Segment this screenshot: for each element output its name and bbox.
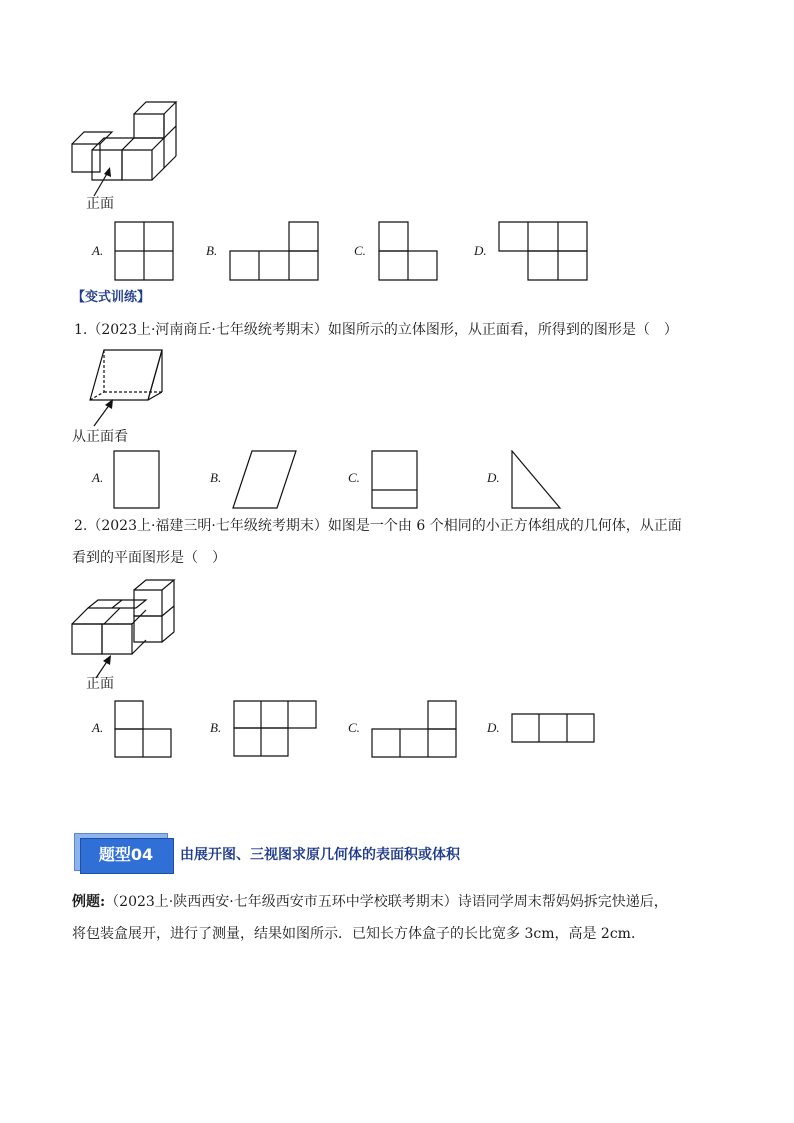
front-label-q0: 正面 <box>86 196 114 212</box>
example-line1 <box>72 892 668 912</box>
option-c-figure-q0[interactable] <box>378 221 440 283</box>
option-a-q0: A. <box>92 243 104 258</box>
section-title: 由展开图、三视图求原几何体的表面积或体积 <box>180 847 460 863</box>
question-2-text-line2: 看到的平面图形是（ ） <box>72 550 226 566</box>
option-b-figure-q0[interactable] <box>229 221 321 283</box>
option-a-figure-q2[interactable] <box>114 700 174 760</box>
option-c-figure-q1[interactable] <box>371 450 419 510</box>
option-c-q0: C. <box>354 243 366 258</box>
option-d-figure-q1[interactable] <box>510 450 562 510</box>
option-d-figure-q0[interactable] <box>498 221 590 283</box>
example-text-1: （2023上·陕西西安·七年级西安市五环中学校联考期末）诗语同学周末帮妈妈拆完快递后， <box>105 894 668 910</box>
option-b-q2: B. <box>210 720 222 735</box>
option-a-figure-q0[interactable] <box>114 221 176 283</box>
example-label: 例题: <box>72 894 106 910</box>
option-a-q2: A. <box>92 720 104 735</box>
question-1-text: 1.（2023上·河南商丘·七年级统考期末）如图所示的立体图形，从正面看，所得到的图形是（ ） <box>74 322 678 338</box>
option-d-q1: D. <box>487 470 500 485</box>
variant-training-heading: 【变式训练】 <box>72 290 151 305</box>
option-c-q2: C. <box>348 720 360 735</box>
option-d-figure-q2[interactable] <box>511 713 597 745</box>
section-badge-label: 题型04 <box>98 845 154 864</box>
option-b-q0: B. <box>206 243 218 258</box>
option-b-figure-q2[interactable] <box>233 700 319 760</box>
view-label-q1: 从正面看 <box>72 429 128 445</box>
section-badge <box>74 833 174 875</box>
example-line2: 将包装盒展开，进行了测量，结果如图所示．已知长方体盒子的长比宽多 3cm，高是 2cm． <box>72 926 645 942</box>
front-label-q2: 正面 <box>86 676 114 692</box>
cube-figure-q2 <box>68 578 180 660</box>
option-d-q0: D. <box>474 243 487 258</box>
option-d-q2: D. <box>487 720 500 735</box>
arrow-q1 <box>86 396 126 430</box>
question-2-text-line1: 2.（2023上·福建三明·七年级统考期末）如图是一个由 6 个相同的小正方体组成的几何体，从正面 <box>74 518 682 534</box>
option-c-figure-q2[interactable] <box>371 700 459 760</box>
option-a-q1: A. <box>92 470 104 485</box>
option-a-figure-q1[interactable] <box>113 450 161 510</box>
option-b-figure-q1[interactable] <box>232 450 298 510</box>
option-c-q1: C. <box>348 470 360 485</box>
option-b-q1: B. <box>210 470 222 485</box>
